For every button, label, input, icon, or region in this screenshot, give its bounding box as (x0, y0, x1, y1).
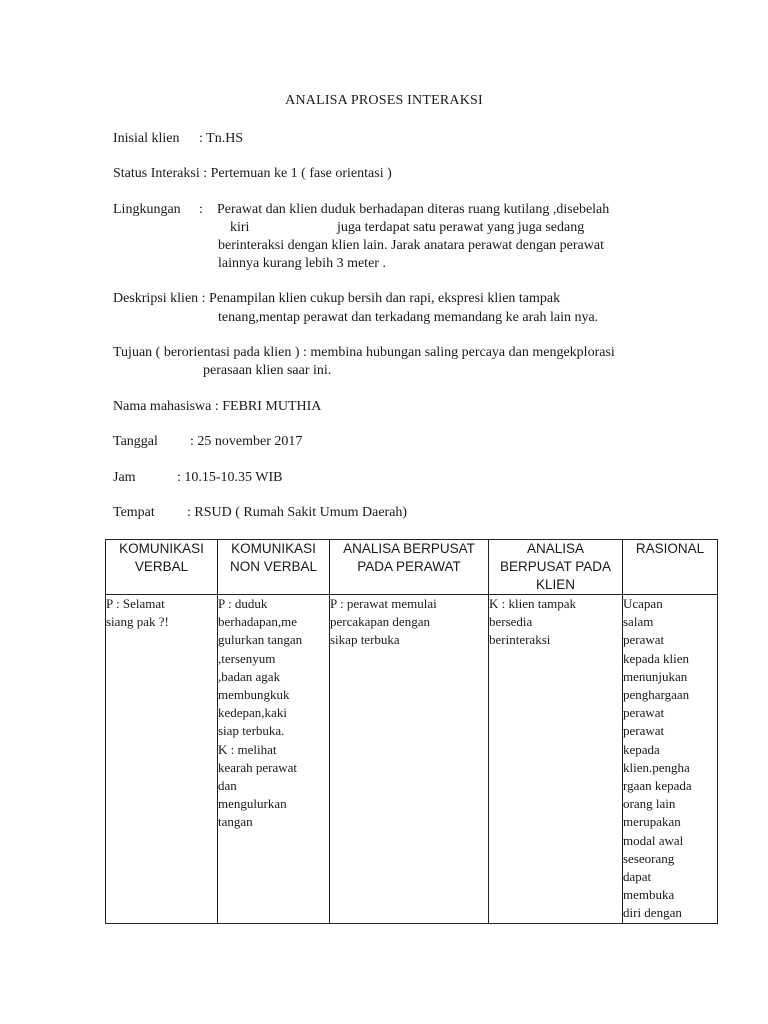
cell-line: P : duduk (218, 596, 268, 611)
cell-line: dapat (623, 869, 652, 885)
field-label: Jam (113, 470, 136, 485)
field-value: : 25 november 2017 (190, 434, 303, 449)
header-rasional (623, 540, 718, 595)
field-status-interaksi: Status Interaksi : Pertemuan ke 1 ( fase orientasi ) (113, 166, 392, 181)
cell-rasional (623, 595, 718, 924)
header-line: PADA PERAWAT (357, 559, 461, 574)
cell-line: kepada (623, 741, 660, 757)
field-value: : 10.15-10.35 WIB (177, 470, 283, 485)
lingkungan-line-3: berinteraksi dengan klien lain. Jarak anatara perawat dengan perawat (218, 238, 604, 253)
cell-line: berhadapan,me (218, 614, 298, 630)
header-komunikasi-non-verbal (218, 540, 330, 595)
cell-line: P : Selamat (106, 596, 165, 611)
cell-line: berinteraksi (489, 632, 551, 648)
cell-line: sikap terbuka (330, 632, 400, 648)
cell-line: kepada klien (623, 650, 690, 666)
cell-line: klien.pengha (623, 759, 690, 775)
table-row (106, 595, 718, 924)
field-value: : RSUD ( Rumah Sakit Umum Daerah) (187, 505, 408, 520)
cell-line: siap terbuka. (218, 723, 285, 739)
cell-line: menunjukan (623, 668, 688, 684)
header-analisa-klien (489, 540, 623, 595)
cell-line: mengulurkan (218, 796, 287, 812)
cell-line: orang lain (623, 796, 676, 812)
cell-line: kedepan,kaki (218, 705, 287, 721)
cell-analisa-perawat (330, 595, 489, 924)
header-line: KOMUNIKASI (119, 541, 204, 556)
header-line: ANALISA BERPUSAT (343, 541, 475, 556)
field-label: Tanggal (113, 434, 158, 449)
header-line: NON VERBAL (229, 559, 318, 574)
field-inisial-klien (113, 130, 243, 148)
cell-line: membungkuk (218, 687, 290, 703)
cell-komunikasi-non-verbal (218, 595, 330, 924)
lingkungan-line-2a: kiri (230, 220, 250, 235)
field-label: Tempat (113, 505, 155, 520)
cell-line: gulurkan tangan (218, 632, 303, 648)
field-value: : Tn.HS (199, 131, 244, 146)
cell-line: ,badan agak (218, 668, 281, 684)
cell-line: bersedia (489, 614, 533, 630)
cell-line: salam (623, 614, 654, 630)
header-komunikasi-verbal (106, 540, 218, 595)
lingkungan-line-2b: juga terdapat satu perawat yang juga sedang (337, 220, 585, 235)
header-line: KOMUNIKASI (231, 541, 316, 556)
field-deskripsi-klien: Deskripsi klien : Penampilan klien cukup bersih dan rapi, ekspresi klien tampak (113, 291, 561, 306)
header-line: VERBAL (134, 559, 189, 574)
field-nama-mahasiswa: Nama mahasiswa : FEBRI MUTHIA (113, 399, 322, 414)
header-line: ANALISA (526, 541, 585, 556)
cell-line: merupakan (623, 814, 681, 830)
field-tanggal (113, 433, 302, 451)
table-header-row (106, 540, 718, 595)
header-line: RASIONAL (635, 541, 705, 556)
cell-line: perawat (623, 632, 665, 648)
cell-line: kearah perawat (218, 759, 298, 775)
header-line: BERPUSAT PADA (499, 559, 612, 574)
cell-line: rgaan kepada (623, 778, 692, 794)
lingkungan-line-1: Perawat dan klien duduk berhadapan diteras ruang kutilang ,disebelah (217, 202, 610, 217)
cell-line: diri dengan (623, 905, 682, 921)
deskripsi-line-2: tenang,mentap perawat dan terkadang memandang ke arah lain nya. (218, 310, 599, 325)
cell-line: dan (218, 778, 237, 794)
cell-line: siang pak ?! (106, 614, 169, 630)
cell-line: perawat (623, 723, 665, 739)
document-title: ANALISA PROSES INTERAKSI (285, 93, 483, 108)
cell-line: tangan (218, 814, 253, 830)
header-analisa-perawat (330, 540, 489, 595)
tujuan-line-2: perasaan klien saar ini. (203, 363, 332, 378)
cell-line: K : melihat (218, 741, 277, 757)
cell-line: P : perawat memulai (330, 596, 437, 611)
cell-line: ,tersenyum (218, 650, 276, 666)
cell-line: percakapan dengan (330, 614, 430, 630)
field-label: Lingkungan (113, 202, 181, 217)
header-line: KLIEN (535, 577, 576, 592)
cell-komunikasi-verbal (106, 595, 218, 924)
field-separator: : (199, 202, 203, 217)
field-label: Inisial klien (113, 131, 180, 146)
cell-analisa-klien (489, 595, 623, 924)
lingkungan-line-4: lainnya kurang lebih 3 meter . (218, 256, 386, 271)
interaction-analysis-table (105, 539, 718, 924)
field-tujuan: Tujuan ( berorientasi pada klien ) : membina hubungan saling percaya dan mengekplorasi (113, 345, 615, 360)
cell-line: K : klien tampak (489, 596, 577, 611)
field-lingkungan (113, 201, 609, 219)
cell-line: modal awal (623, 832, 684, 848)
field-tempat (113, 504, 407, 522)
cell-line: perawat (623, 705, 665, 721)
field-jam (113, 469, 283, 487)
cell-line: membuka (623, 887, 675, 903)
cell-line: Ucapan (623, 596, 663, 611)
cell-line: penghargaan (623, 687, 690, 703)
cell-line: seseorang (623, 850, 675, 866)
